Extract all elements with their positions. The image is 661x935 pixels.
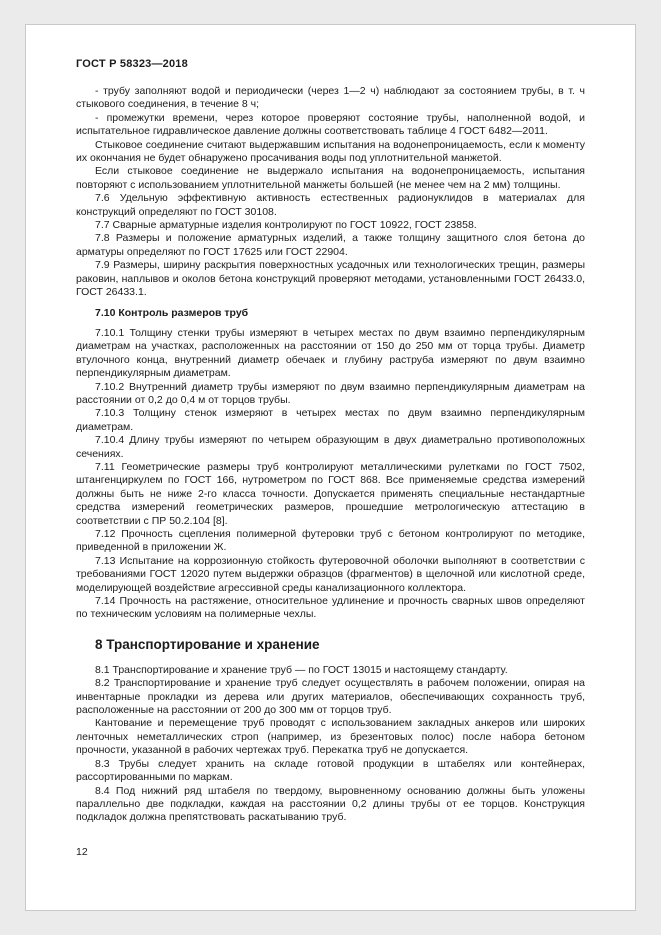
paragraph: 7.9 Размеры, ширину раскрытия поверхностных усадочных или технологических трещин, размеры раковин, наплывов и околов бетона конструкций проверяют методами, установленными ГОСТ 26433.0, ГОСТ 26433.1. — [76, 259, 585, 299]
paragraph: 8.3 Трубы следует хранить на складе готовой продукции в штабелях или контейнерах, рассортированными по маркам. — [76, 757, 585, 784]
paragraph: 8.4 Под нижний ряд штабеля по твердому, выровненному основанию должны быть уложены параллельно две подкладки, каждая на расстоянии 0,2 длины трубы от ее торцов. Конструкция подкладок должна препятствовать раскатыванию труб. — [76, 784, 585, 824]
document-standard-number: ГОСТ Р 58323—2018 — [76, 58, 188, 70]
paragraph: 7.7 Сварные арматурные изделия контролируют по ГОСТ 10922, ГОСТ 23858. — [95, 219, 477, 232]
paragraph: 7.10.2 Внутренний диаметр трубы измеряют по двум взаимно перпендикулярным диаметрам на расстоянии от 0,2 до 0,4 м от торцов трубы. — [76, 380, 585, 406]
paragraph: Стыковое соединение считают выдержавшим испытания на водонепроницаемость, если к моменту их окончания не будет обнаружено просачивания воды под уплотнительной манжетой. — [76, 138, 585, 165]
paragraph: 7.10.1 Толщину стенки трубы измеряют в четырех местах по двум взаимно перпендикулярным диаметрам на участках, расположенных на расстоянии от 150 до 250 мм от торца трубы. Диаметр втулочного конца, внутренний диаметр обечаек и глубину раструба измеряют по двум взаимно перпендикулярным диаметрам. — [76, 326, 585, 380]
paragraph: 8.2 Транспортирование и хранение труб следует осуществлять в рабочем положении, опирая на инвентарные прокладки из дерева или других материалов, обеспечивающих сохранность труб, расположенные на расстоянии от 200 до 300 мм от торцов труб. — [76, 677, 585, 717]
paragraph: 7.10.4 Длину трубы измеряют по четырем образующим в двух диаметрально противоположных сечениях. — [76, 434, 585, 460]
paragraph: 7.13 Испытание на коррозионную стойкость футеровочной оболочки выполняют в соответствии с требованиями ГОСТ 12020 путем выдержки образцов (фрагментов) в щелочной или кислотной среде, моделирующей воздействие агрессивной среды канализационного коллектора. — [76, 554, 585, 594]
paragraph: 7.14 Прочность на растяжение, относительное удлинение и прочность сварных швов определяют по техническим условиям на полимерные чехлы. — [76, 595, 585, 621]
clause-subheading: 7.10 Контроль размеров труб — [95, 306, 249, 319]
page-number: 12 — [76, 846, 88, 858]
paragraph: - промежутки времени, через которое проверяют состояние трубы, наполненной водой, и испытательное гидравлическое давление должны соответствовать таблице 4 ГОСТ 6482—2011. — [76, 111, 585, 138]
paragraph: 7.10.3 Толщину стенок измеряют в четырех местах по двум взаимно перпендикулярным диаметрам. — [76, 407, 585, 433]
document-body — [76, 85, 585, 825]
section-heading: 8 Транспортирование и хранение — [95, 636, 320, 652]
paragraph: 8.1 Транспортирование и хранение труб — по ГОСТ 13015 и настоящему стандарту. — [95, 663, 508, 676]
paragraph: - трубу заполняют водой и периодически (через 1—2 ч) наблюдают за состоянием трубы, в т. ч стыкового соединения, в течение 8 ч; — [76, 85, 585, 111]
paragraph: Кантование и перемещение труб проводят с использованием закладных анкеров или широких ленточных неметаллических строп (например, из брезентовых полос) после набора бетоном прочности, указанной в рабочих чертежах труб. Перекатка труб не допускается. — [76, 717, 585, 757]
paragraph: 7.12 Прочность сцепления полимерной футеровки труб с бетоном контролируют по методике, приведенной в приложении Ж. — [76, 528, 585, 554]
paragraph: 7.11 Геометрические размеры труб контролируют металлическими рулетками по ГОСТ 7502, штангенциркулем по ГОСТ 166, нутрометром по ГОСТ 868. Все применяемые средства измерений должны быть не ниже 2-го класса точности. Допускается применять специальные нестандартные средства измерений геометрических размеров, прошедшие метрологическую аттестацию в соответствии с ПР 50.2.104 [8]. — [76, 460, 585, 527]
paragraph: 7.8 Размеры и положение арматурных изделий, а также толщину защитного слоя бетона до арматуры определяют по ГОСТ 17625 или ГОСТ 22904. — [76, 232, 585, 258]
paragraph: Если стыковое соединение не выдержало испытания на водонепроницаемость, испытания повторяют с использованием уплотнительной манжеты большей (не менее чем на 2 мм) толщины. — [76, 165, 585, 191]
document-page — [25, 24, 636, 911]
paragraph: 7.6 Удельную эффективную активность естественных радионуклидов в материалах для конструкций определяют по ГОСТ 30108. — [76, 192, 585, 218]
